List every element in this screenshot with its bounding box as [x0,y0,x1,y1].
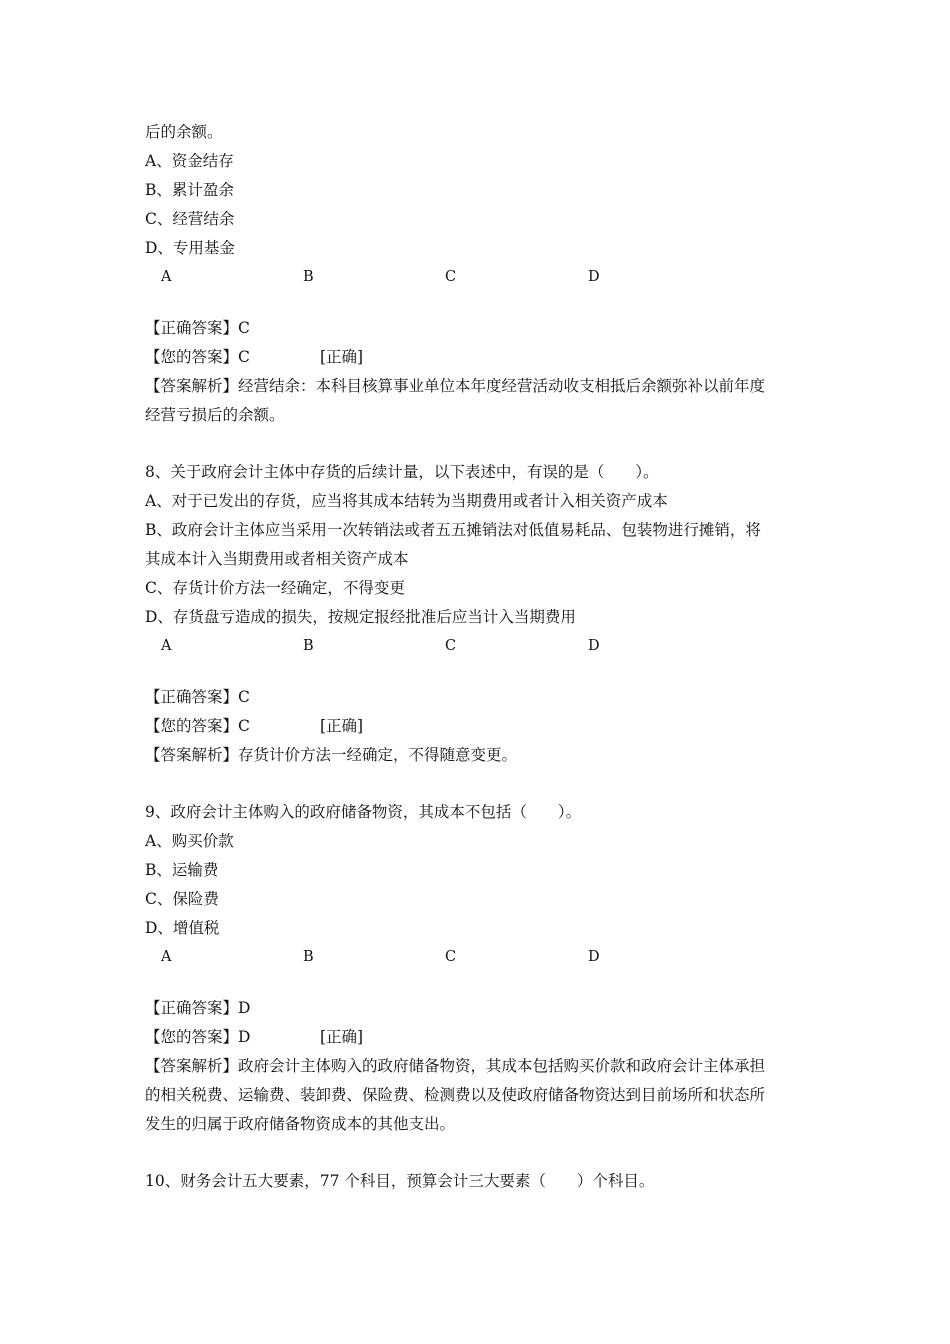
document-page [145,118,815,1196]
correct-answer: 【正确答案】D [145,999,251,1017]
choice-b[interactable]: B [303,638,314,654]
option-b-continued: 其成本计入当期费用或者相关资产成本 [145,550,409,568]
choice-c[interactable]: C [445,269,457,285]
question-stem: 10、财务会计五大要素，77 个科目，预算会计三大要素（ ）个科目。 [145,1172,655,1190]
answer-analysis-line: 的相关税费、运输费、装卸费、保险费、检测费以及使政府储备物资达到目前场所和状态所 [145,1086,766,1104]
your-answer-row [145,712,815,741]
option-a: A、资金结存 [145,152,234,170]
correct-answer: 【正确答案】C [145,319,250,337]
answer-status: [正确] [320,348,364,366]
answer-status: [正确] [320,1028,364,1046]
option-b: B、运输费 [145,861,219,879]
choice-b[interactable]: B [303,269,314,285]
choice-a[interactable]: A [161,638,172,654]
option-d: D、增值税 [145,919,220,937]
choice-c[interactable]: C [445,638,457,654]
choice-d[interactable]: D [588,638,600,654]
correct-answer: 【正确答案】C [145,688,250,706]
choice-d[interactable]: D [588,269,600,285]
answer-analysis-line: 【答案解析】政府会计主体购入的政府储备物资，其成本包括购买价款和政府会计主体承担 [145,1057,766,1075]
choice-row [145,632,815,661]
option-c: C、存货计价方法一经确定，不得变更 [145,579,405,597]
answer-analysis-line: 发生的归属于政府储备物资成本的其他支出。 [145,1115,456,1133]
your-answer: 【您的答案】C [145,717,250,735]
option-c: C、保险费 [145,890,219,908]
option-d: D、存货盘亏造成的损失，按规定报经批准后应当计入当期费用 [145,608,576,626]
choice-a[interactable]: A [161,269,172,285]
question-stem: 8、关于政府会计主体中存货的后续计量，以下表述中，有误的是（ ）。 [145,463,659,481]
question-tail: 后的余额。 [145,123,223,141]
option-b: B、累计盈余 [145,181,234,199]
option-b: B、政府会计主体应当采用一次转销法或者五五摊销法对低值易耗品、包装物进行摊销，将 [145,521,761,539]
choice-row [145,263,815,292]
choice-c[interactable]: C [445,949,457,965]
answer-status: [正确] [320,717,364,735]
your-answer-row [145,1023,815,1052]
answer-analysis-line: 经营亏损后的余额。 [145,406,285,424]
answer-analysis-line: 【答案解析】经营结余：本科目核算事业单位本年度经营活动收支相抵后余额弥补以前年度 [145,377,766,395]
option-d: D、专用基金 [145,239,235,257]
option-a: A、购买价款 [145,832,234,850]
your-answer-row [145,343,815,372]
answer-analysis-line: 【答案解析】存货计价方法一经确定，不得随意变更。 [145,746,518,764]
choice-row [145,943,815,972]
choice-a[interactable]: A [161,949,172,965]
option-a: A、对于已发出的存货，应当将其成本结转为当期费用或者计入相关资产成本 [145,492,668,510]
option-c: C、经营结余 [145,210,235,228]
choice-d[interactable]: D [588,949,600,965]
your-answer: 【您的答案】D [145,1028,251,1046]
question-stem: 9、政府会计主体购入的政府储备物资，其成本不包括（ ）。 [145,803,582,821]
choice-b[interactable]: B [303,949,314,965]
your-answer: 【您的答案】C [145,348,250,366]
